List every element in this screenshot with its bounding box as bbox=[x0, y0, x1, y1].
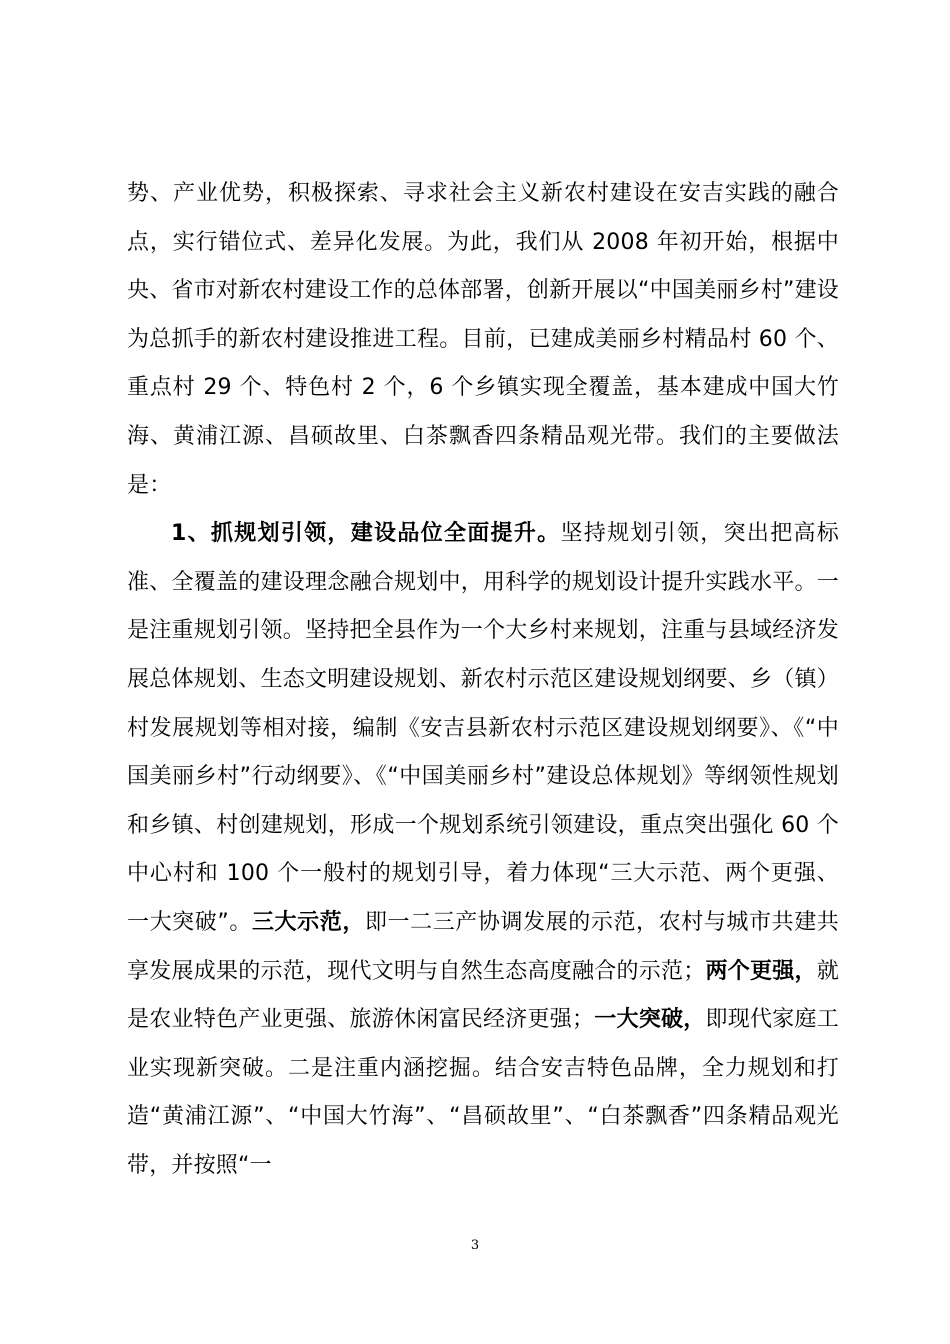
page-number: 3 bbox=[470, 1238, 480, 1253]
bold-term: 三大示范， bbox=[251, 909, 365, 935]
document-body bbox=[127, 170, 839, 1190]
bold-term: 一大突破， bbox=[594, 1007, 706, 1033]
paragraph-text: 坚持规划引领，突出把高标准、全覆盖的建设理念融合规划中，用科学的规划设计提升实践水平。一是注重规划引领。坚持把全县作为一个大乡村来规划，注重与县域经济发展总体规划、生态文明建设规划、新农村示范区建设规划纲要、乡（镇）村发展规划等相对接，编制《安吉县新农村示范区建设规划纲要》、《“中国美丽乡村”行动纲要》、《“中国美丽乡村”建设总体规划》等纲领性规划和乡镇、村创建规划，形成一个规划系统引领建设，重点突出强化 60 个中心村和 100 个一般村的规划引导，着力体现“三大示范、两个更强、一大突破”。 bbox=[127, 521, 839, 935]
paragraph-text: 即一二三产协调发展的示范，农村与城市共建共享发展成果的示范，现代文明与自然生态高度融合的示范； bbox=[127, 909, 839, 984]
paragraph-intro: 势、产业优势，积极探索、寻求社会主义新农村建设在安吉实践的融合点，实行错位式、差异化发展。为此，我们从 2008 年初开始，根据中央、省市对新农村建设工作的总体部署，创新开展以“中国美丽乡村”建设为总抓手的新农村建设推进工程。目前，已建成美丽乡村精品村 60 个、重点村 29 个、特色村 2 个，6 个乡镇实现全覆盖，基本建成中国大竹海、黄浦江源、昌硕故里、白茶飘香四条精品观光带。我们的主要做法是： bbox=[127, 181, 839, 498]
paragraph-text: 就是农业特色产业更强、旅游休闲富民经济更强； bbox=[127, 958, 839, 1033]
section-heading: 1、抓规划引领，建设品位全面提升。 bbox=[171, 521, 561, 547]
bold-term: 两个更强， bbox=[705, 958, 817, 984]
paragraph-text: 即现代家庭工业实现新突破。二是注重内涵挖掘。结合安吉特色品牌，全力规划和打造“黄浦江源”、“中国大竹海”、“昌硕故里”、“白茶飘香”四条精品观光带，并按照“一 bbox=[127, 1007, 840, 1178]
paragraph-planning bbox=[127, 510, 839, 1190]
